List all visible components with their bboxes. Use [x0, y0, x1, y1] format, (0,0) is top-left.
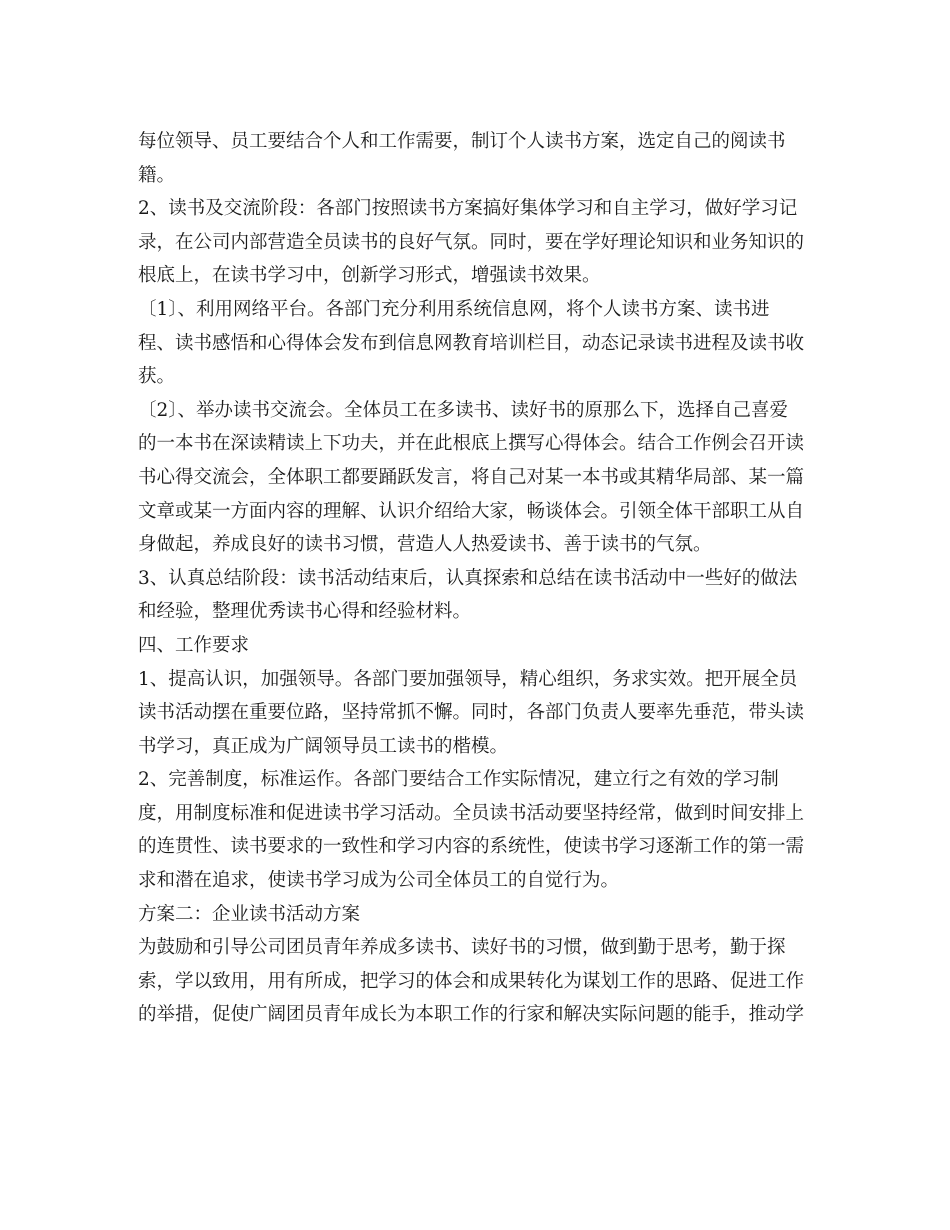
text-line: 的连贯性、读书要求的一致性和学习内容的系统性，使读书学习逐渐工作的第一需	[138, 836, 805, 858]
text-line: 1、提高认识，加强领导。各部门要加强领导，精心组织，务求实效。把开展全员	[138, 668, 798, 690]
text-line: 文章或某一方面内容的理解、认识介绍给大家，畅谈体会。引领全体干部职工从自	[138, 500, 805, 522]
text-line: 〔2〕、举办读书交流会。全体员工在多读书、读好书的原那么下，选择自己喜爱	[138, 399, 789, 421]
section-heading: 四、工作要求	[138, 634, 250, 656]
text-line: 3、认真总结阶段：读书活动结束后，认真探索和总结在读书活动中一些好的做法	[138, 567, 798, 589]
document-body	[138, 125, 818, 1032]
text-line: 籍。	[138, 164, 176, 186]
text-line: 2、读书及交流阶段：各部门按照读书方案搞好集体学习和自主学习，做好学习记	[138, 198, 798, 220]
text-line: 〔1〕、利用网络平台。各部门充分利用系统信息网，将个人读书方案、读书进	[138, 298, 770, 320]
text-line: 求和潜在追求，使读书学习成为公司全体员工的自觉行为。	[138, 870, 620, 892]
text-line: 身做起，养成良好的读书习惯，营造人人热爱读书、善于读书的气氛。	[138, 534, 712, 556]
text-line: 书学习，真正成为广阔领导员工读书的楷模。	[138, 735, 509, 757]
text-line: 程、读书感悟和心得体会发布到信息网教育培训栏目，动态记录读书进程及读书收	[138, 332, 805, 354]
text-line: 的举措，促使广阔团员青年成长为本职工作的行家和解决实际问题的能手，推动学	[138, 1004, 805, 1026]
text-line: 录，在公司内部营造全员读书的良好气氛。同时，要在学好理论知识和业务知识的	[138, 231, 805, 253]
text-line: 和经验，整理优秀读书心得和经验材料。	[138, 601, 472, 623]
text-line: 书心得交流会，全体职工都要踊跃发言，将自己对某一本书或其精华局部、某一篇	[138, 466, 805, 488]
text-line: 2、完善制度，标准运作。各部门要结合工作实际情况，建立行之有效的学习制	[138, 769, 779, 791]
text-line: 度，用制度标准和促进读书学习活动。全员读书活动要坚持经常，做到时间安排上	[138, 802, 805, 824]
text-line: 每位领导、员工要结合个人和工作需要，制订个人读书方案，选定自己的阅读书	[138, 131, 786, 152]
text-line: 的一本书在深读精读上下功夫，并在此根底上撰写心得体会。结合工作例会召开读	[138, 433, 805, 455]
text-line: 获。	[138, 366, 176, 388]
text-line: 读书活动摆在重要位路，坚持常抓不懈。同时，各部门负责人要率先垂范，带头读	[138, 702, 805, 724]
section-heading: 方案二：企业读书活动方案	[138, 903, 361, 925]
text-line: 根底上，在读书学习中，创新学习形式，增强读书效果。	[138, 265, 601, 287]
text-line: 索，学以致用，用有所成，把学习的体会和成果转化为谋划工作的思路、促进工作	[138, 970, 805, 992]
text-line: 为鼓励和引导公司团员青年养成多读书、读好书的习惯，做到勤于思考，勤于探	[138, 937, 786, 959]
